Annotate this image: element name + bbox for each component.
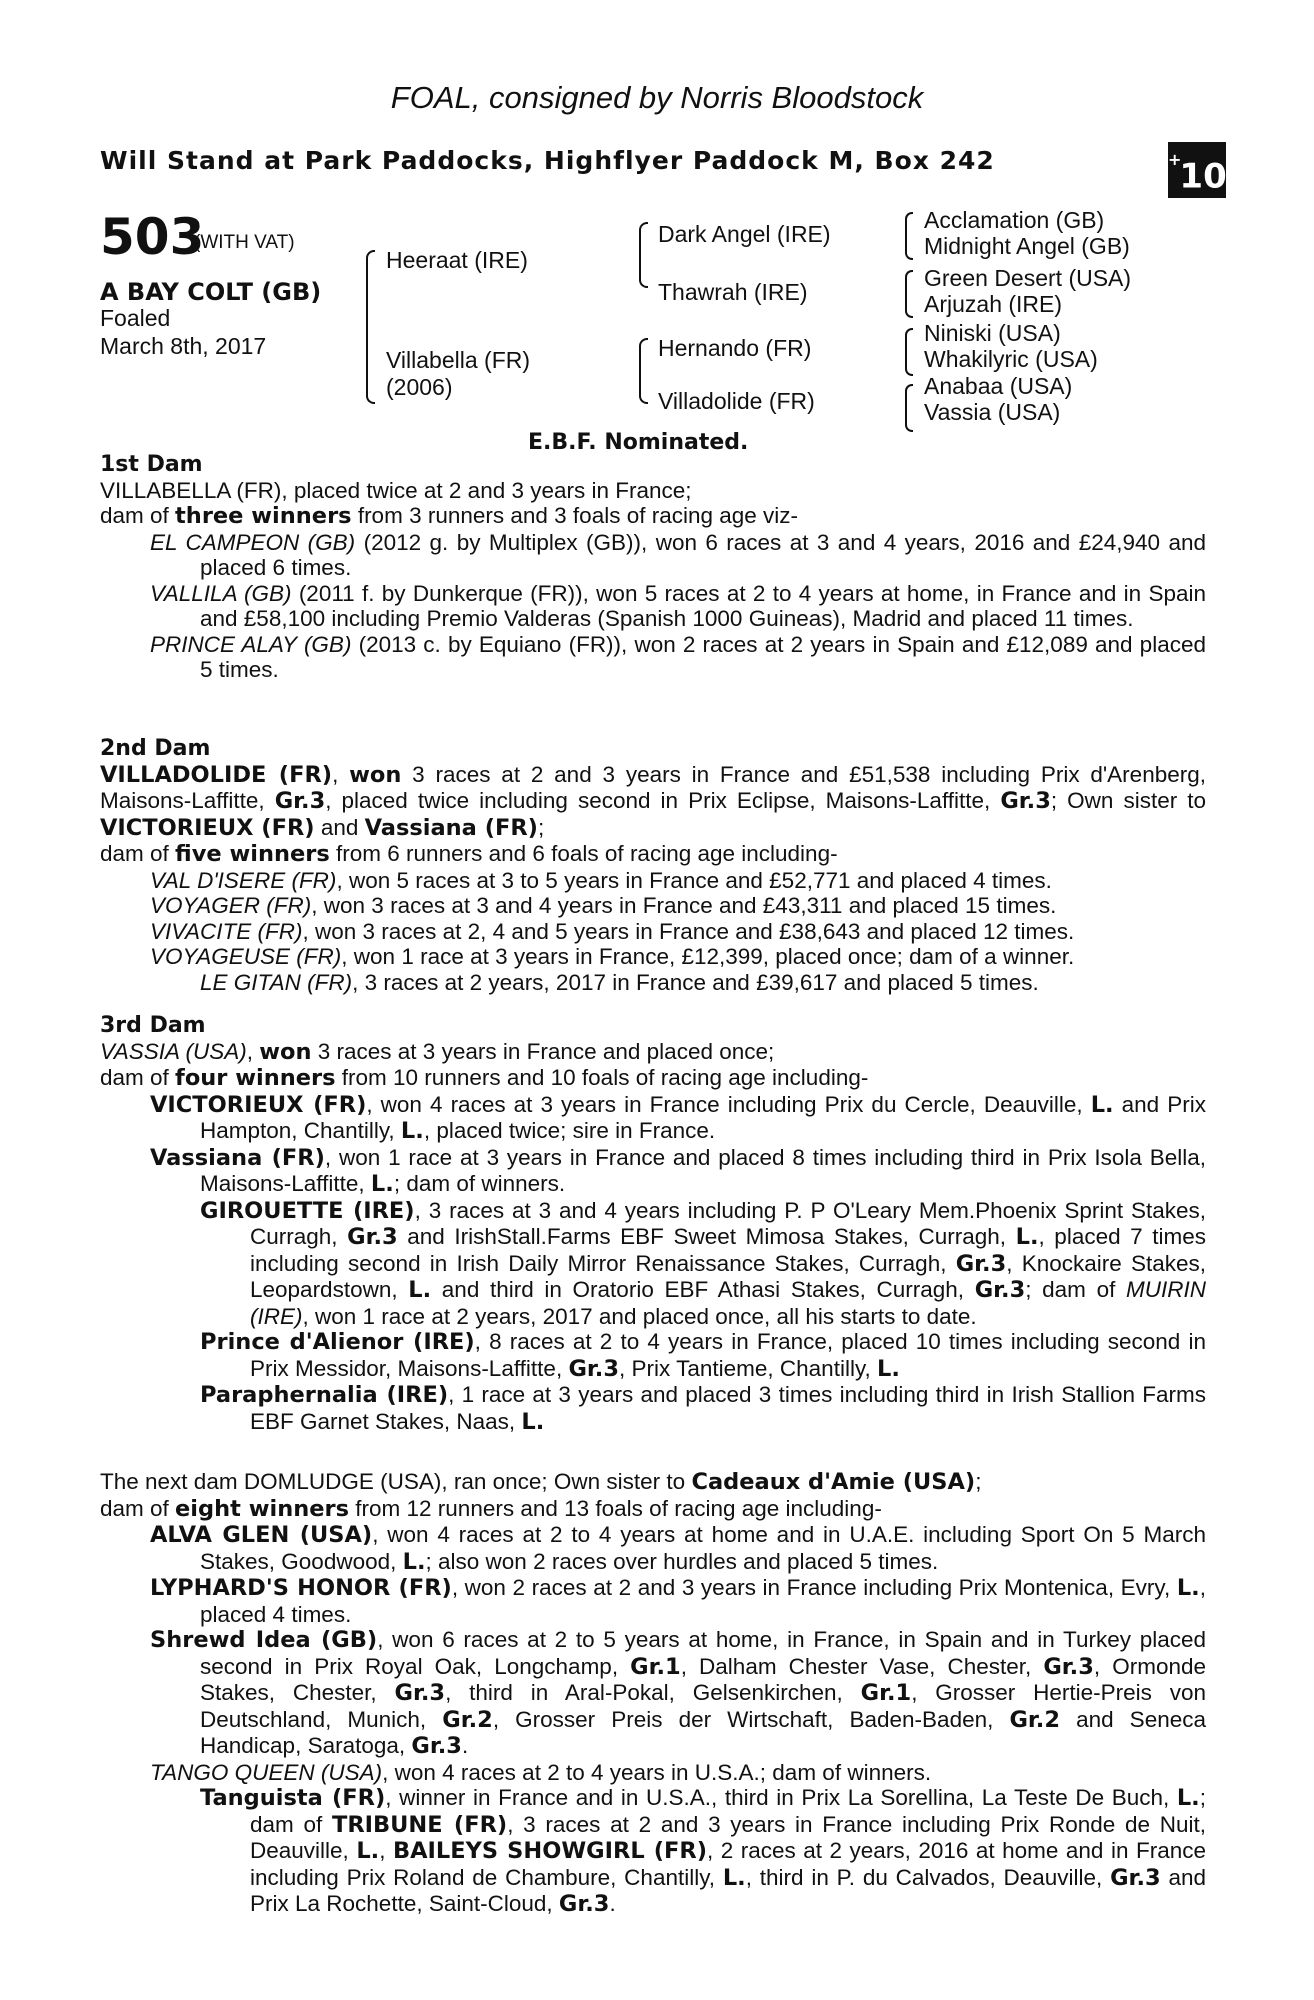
dam-sire-sire: Niniski (USA)	[924, 320, 1061, 346]
dam-sire-dam: Whakilyric (USA)	[924, 346, 1098, 372]
third-dam-produce: dam of four winners from 10 runners and 10 foals of racing age including-	[100, 1065, 869, 1091]
lot-badge	[1168, 142, 1226, 198]
produce-entry: Shrewd Idea (GB), won 6 races at 2 to 5 years at home, in France, in Spain and in Turkey placed second in Prix Royal Oak, Longchamp, Gr.1, Dalham Chester Vase, Chester, Gr.3, Ormonde Stakes, Chester, Gr.3, third in Aral-Pokal, Gelsenkirchen, Gr.1, Grosser Hertie-Preis von Deutschland, Munich, Gr.2, Grosser Preis der Wirtschaft, Baden-Baden, Gr.2 and Seneca Handicap, Saratoga, Gr.3.	[150, 1627, 1207, 1759]
dam-year: (2006)	[386, 374, 453, 400]
sd-brace	[905, 270, 913, 318]
badge-plus: +	[1168, 150, 1182, 169]
dam-dam: Villadolide (FR)	[658, 388, 815, 414]
produce-entry: VICTORIEUX (FR), won 4 races at 3 years in France including Prix du Cercle, Deauville, L. and Prix Hampton, Chantilly, L., placed twice; sire in France.	[150, 1091, 1206, 1144]
consignor-line: FOAL, consigned by Norris Bloodstock	[390, 80, 924, 115]
dam-dam-dam: Vassia (USA)	[924, 399, 1061, 425]
first-dam-line: VILLABELLA (FR), placed twice at 2 and 3 years in France;	[100, 477, 692, 503]
produce-entry: Vassiana (FR), won 1 race at 3 years in France and placed 8 times including third in Prix Isola Bella, Maisons-Laffitte, L.; dam of winners.	[150, 1144, 1207, 1197]
produce-entry: VALLILA (GB) (2011 f. by Dunkerque (FR)), won 5 races at 2 to 4 years at home, in France and in Spain and £58,100 including Premio Valderas (Spanish 1000 Guineas), Madrid and placed 11 times.	[150, 580, 1206, 631]
lot-title: A BAY COLT (GB)	[100, 278, 322, 306]
produce-entry: ALVA GLEN (USA), won 4 races at 2 to 4 years at home and in U.A.E. including Sport On 5 March Stakes, Goodwood, L.; also won 2 races over hurdles and placed 5 times.	[150, 1522, 1206, 1575]
produce-entry: LE GITAN (FR), 3 races at 2 years, 2017 in France and £39,617 and placed 5 times.	[200, 969, 1039, 995]
produce-entry: VIVACITE (FR), won 3 races at 2, 4 and 5 years in France and £38,643 and placed 12 times.	[150, 918, 1075, 944]
second-dam-section	[100, 736, 1206, 995]
dam-brace	[639, 338, 648, 404]
sire-sire-sire: Acclamation (GB)	[924, 207, 1105, 233]
next-dam-section	[100, 1469, 1206, 1918]
foaled-date: March 8th, 2017	[100, 333, 267, 359]
sire-brace	[639, 222, 648, 288]
produce-entry: GIROUETTE (IRE), 3 races at 3 and 4 years including P. P O'Leary Mem.Phoenix Sprint Stakes, Curragh, Gr.3 and IrishStall.Farms EBF Sweet Mimosa Stakes, Curragh, L., placed 7 times including second in Irish Daily Mirror Renaissance Stakes, Curragh, Gr.3, Knockaire Stakes, Leopardstown, L. and third in Oratorio EBF Athasi Stakes, Curragh, Gr.3; dam of MUIRIN (IRE), won 1 race at 2 years, 2017 and placed once, all his starts to date.	[200, 1197, 1207, 1329]
third-dam-section	[100, 1013, 1206, 1435]
first-dam-section	[100, 452, 1206, 683]
third-dam-line: VASSIA (USA), won 3 races at 3 years in France and placed once;	[100, 1038, 775, 1065]
third-dam-heading: 3rd Dam	[100, 1013, 206, 1038]
lot-number: 503	[100, 208, 205, 266]
next-dam-produce: dam of eight winners from 12 runners and 13 foals of racing age including-	[100, 1495, 882, 1522]
sire-dam-dam: Arjuzah (IRE)	[924, 291, 1063, 317]
sire: Heeraat (IRE)	[386, 247, 528, 273]
produce-entry: VAL D'ISERE (FR), won 5 races at 3 to 5 years in France and £52,771 and placed 4 times.	[150, 867, 1052, 893]
produce-entry: TANGO QUEEN (USA), won 4 races at 2 to 4 years in U.S.A.; dam of winners.	[150, 1759, 932, 1785]
produce-entry: PRINCE ALAY (GB) (2013 c. by Equiano (FR)), won 2 races at 2 years in Spain and £12,089 and placed 5 times.	[150, 631, 1206, 682]
ss-brace	[905, 212, 913, 260]
produce-entry: Paraphernalia (IRE), 1 race at 3 years and placed 3 times including third in Irish Stallion Farms EBF Garnet Stakes, Naas, L.	[200, 1382, 1206, 1435]
produce-entry: LYPHARD'S HONOR (FR), won 2 races at 2 and 3 years in France including Prix Montenica, Evry, L., placed 4 times.	[150, 1575, 1206, 1627]
badge-number: 10	[1179, 156, 1227, 197]
sire-dam-brace	[366, 250, 375, 404]
sire-dam: Thawrah (IRE)	[658, 279, 808, 305]
sire-sire-dam: Midnight Angel (GB)	[924, 233, 1130, 259]
foaled-label: Foaled	[100, 305, 171, 331]
vat-label: (WITH VAT)	[194, 232, 295, 253]
second-dam-produce: dam of five winners from 6 runners and 6 foals of racing age including-	[100, 841, 838, 867]
first-dam-produce: dam of three winners from 3 runners and 3 foals of racing age viz-	[100, 503, 799, 529]
stand-location: Will Stand at Park Paddocks, Highflyer Paddock M, Box 242	[100, 146, 995, 175]
second-dam-line: VILLADOLIDE (FR), won 3 races at 2 and 3 years in France and £51,538 including Prix d'Arenberg, Maisons-Laffitte, Gr.3, placed twice including second in Prix Eclipse, Maisons-Laffitte, Gr.3; Own sister to VICTORIEUX (FR) and Vassiana (FR);	[100, 761, 1206, 841]
dam-dam-sire: Anabaa (USA)	[924, 373, 1073, 399]
produce-entry: EL CAMPEON (GB) (2012 g. by Multiplex (GB)), won 6 races at 3 and 4 years, 2016 and £24,940 and placed 6 times.	[150, 529, 1207, 580]
produce-entry: VOYAGEUSE (FR), won 1 race at 3 years in France, £12,399, placed once; dam of a winner.	[150, 944, 1075, 969]
produce-entry: Tanguista (FR), winner in France and in U.S.A., third in Prix La Sorellina, La Teste De Buch, L.; dam of TRIBUNE (FR), 3 races at 2 and 3 years in France including Prix Ronde de Nuit, Deauville, L., BAILEYS SHOWGIRL (FR), 2 races at 2 years, 2016 at home and in France including Prix Roland de Chambure, Chantilly, L., third in P. du Calvados, Deauville, Gr.3 and Prix La Rochette, Saint-Cloud, Gr.3.	[200, 1785, 1206, 1917]
next-dam-line: The next dam DOMLUDGE (USA), ran once; Own sister to Cadeaux d'Amie (USA);	[100, 1469, 982, 1495]
dam-sire: Hernando (FR)	[658, 335, 812, 361]
sire-sire: Dark Angel (IRE)	[658, 221, 831, 247]
produce-entry: Prince d'Alienor (IRE), 8 races at 2 to 4 years in France, placed 10 times including second in Prix Messidor, Maisons-Laffitte, Gr.3, Prix Tantieme, Chantilly, L.	[200, 1329, 1206, 1382]
produce-entry: VOYAGER (FR), won 3 races at 3 and 4 years in France and £43,311 and placed 15 times.	[150, 893, 1057, 918]
ds-brace	[905, 328, 913, 376]
dd-brace	[905, 384, 913, 432]
first-dam-heading: 1st Dam	[100, 452, 203, 477]
sire-dam-sire: Green Desert (USA)	[924, 265, 1132, 291]
ebf-nominated: E.B.F. Nominated.	[528, 430, 749, 455]
second-dam-heading: 2nd Dam	[100, 736, 211, 761]
dam: Villabella (FR)	[386, 347, 531, 373]
